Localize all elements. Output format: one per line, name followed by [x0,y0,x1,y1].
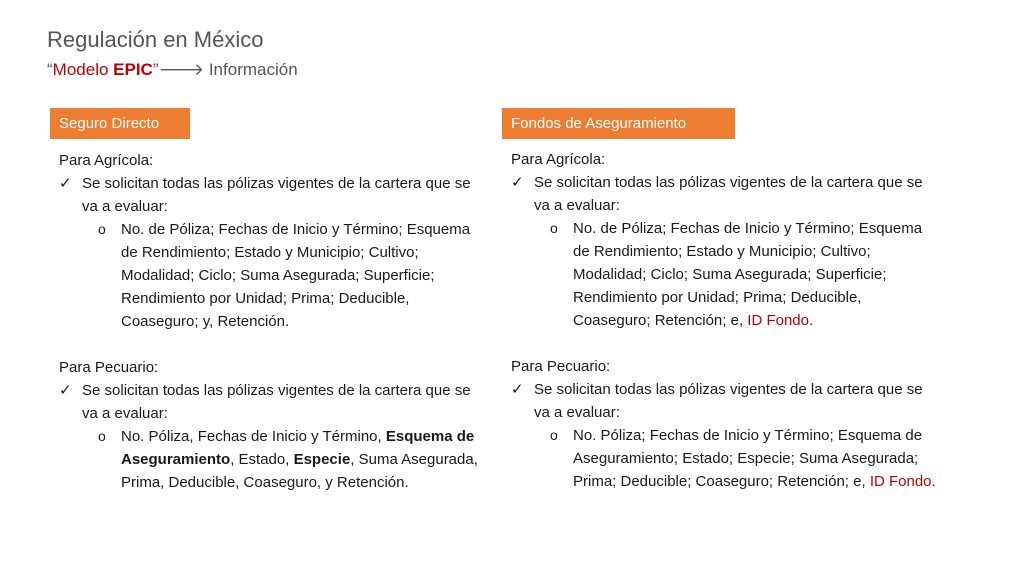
check-item [50,379,490,425]
seguro-directo-content [50,149,490,494]
subtitle-epic: EPIC [113,60,153,79]
detail-text: No. de Póliza; Fechas de Inicio y Término; Esquema de Rendimiento; Estado y Municipio; Cultivo; Modalidad; Ciclo; Suma Asegurada; Superficie; Rendimiento por Unidad; Prima; Deducible, Coaseguro; y, Retención. [121,221,471,330]
detail-text [573,427,936,490]
checkmark-icon: ✓ [59,381,72,399]
page-title: Regulación en México [47,27,264,52]
arrow-right-icon: 🡒 [158,60,205,79]
circle-bullet-icon: o [98,428,106,444]
check-text: Se solicitan todas las pólizas vigentes de la cartera que se va a evaluar: [82,175,471,215]
sub-item [50,218,490,333]
sub-item [502,424,942,493]
detail-text [573,220,922,329]
detail-text [121,428,478,491]
check-text: Se solicitan todas las pólizas vigentes de la cartera que se va a evaluar: [534,174,923,214]
check-item [50,172,490,218]
check-text: Se solicitan todas las pólizas vigentes de la cartera que se va a evaluar: [534,381,923,421]
fondos-header: Fondos de Aseguramiento [502,108,735,139]
detail-part: . [931,473,936,490]
checkmark-icon: ✓ [511,173,524,191]
detail-part: . [808,312,814,329]
sub-item [502,217,942,332]
pecuario-heading: Para Pecuario: [59,359,159,376]
subtitle-info: Información [204,60,298,79]
detail-part: No. Póliza; Fechas de Inicio y Término; Esquema de Aseguramiento; Estado; Especie; Suma Asegurada; Prima; Deducible; Coaseguro; Retención; e, [573,427,923,490]
checkmark-icon: ✓ [59,174,72,192]
detail-part: No. Póliza, Fechas de Inicio y Término, [121,428,386,445]
check-item [502,378,942,424]
quote-close: ” [152,60,159,79]
seguro-directo-column [50,108,490,494]
page-subtitle [47,60,298,80]
detail-bold-esquema: Esquema de Aseguramiento [121,428,475,468]
pecuario-heading: Para Pecuario: [511,358,611,375]
detail-part: , Estado, [230,451,294,468]
subtitle-modelo: Modelo [52,60,114,79]
agricola-heading: Para Agrícola: [59,152,154,169]
fondos-content [502,148,942,493]
detail-bold-especie: Especie [293,451,351,468]
checkmark-icon: ✓ [511,380,524,398]
circle-bullet-icon: o [550,220,558,236]
fondos-column [502,108,942,493]
detail-part: , Suma Asegurada, Prima, Deducible, Coaseguro, y Retención. [121,451,478,491]
agricola-heading: Para Agrícola: [511,151,606,168]
check-item [502,171,942,217]
circle-bullet-icon: o [98,221,106,237]
detail-part: No. de Póliza; Fechas de Inicio y Término; Esquema de Rendimiento; Estado y Municipio; Cultivo; Modalidad; Ciclo; Suma Asegurada; Superficie; Rendimiento por Unidad; Prima; Deducible, Coaseguro; Retención; e, [573,220,923,329]
seguro-directo-header: Seguro Directo [50,108,190,139]
id-fondo-highlight: ID Fondo [869,473,932,490]
id-fondo-highlight: ID Fondo [747,312,809,329]
check-text: Se solicitan todas las pólizas vigentes de la cartera que se va a evaluar: [82,382,471,422]
circle-bullet-icon: o [550,427,558,443]
sub-item [50,425,490,494]
quote-open: “ [47,60,53,79]
